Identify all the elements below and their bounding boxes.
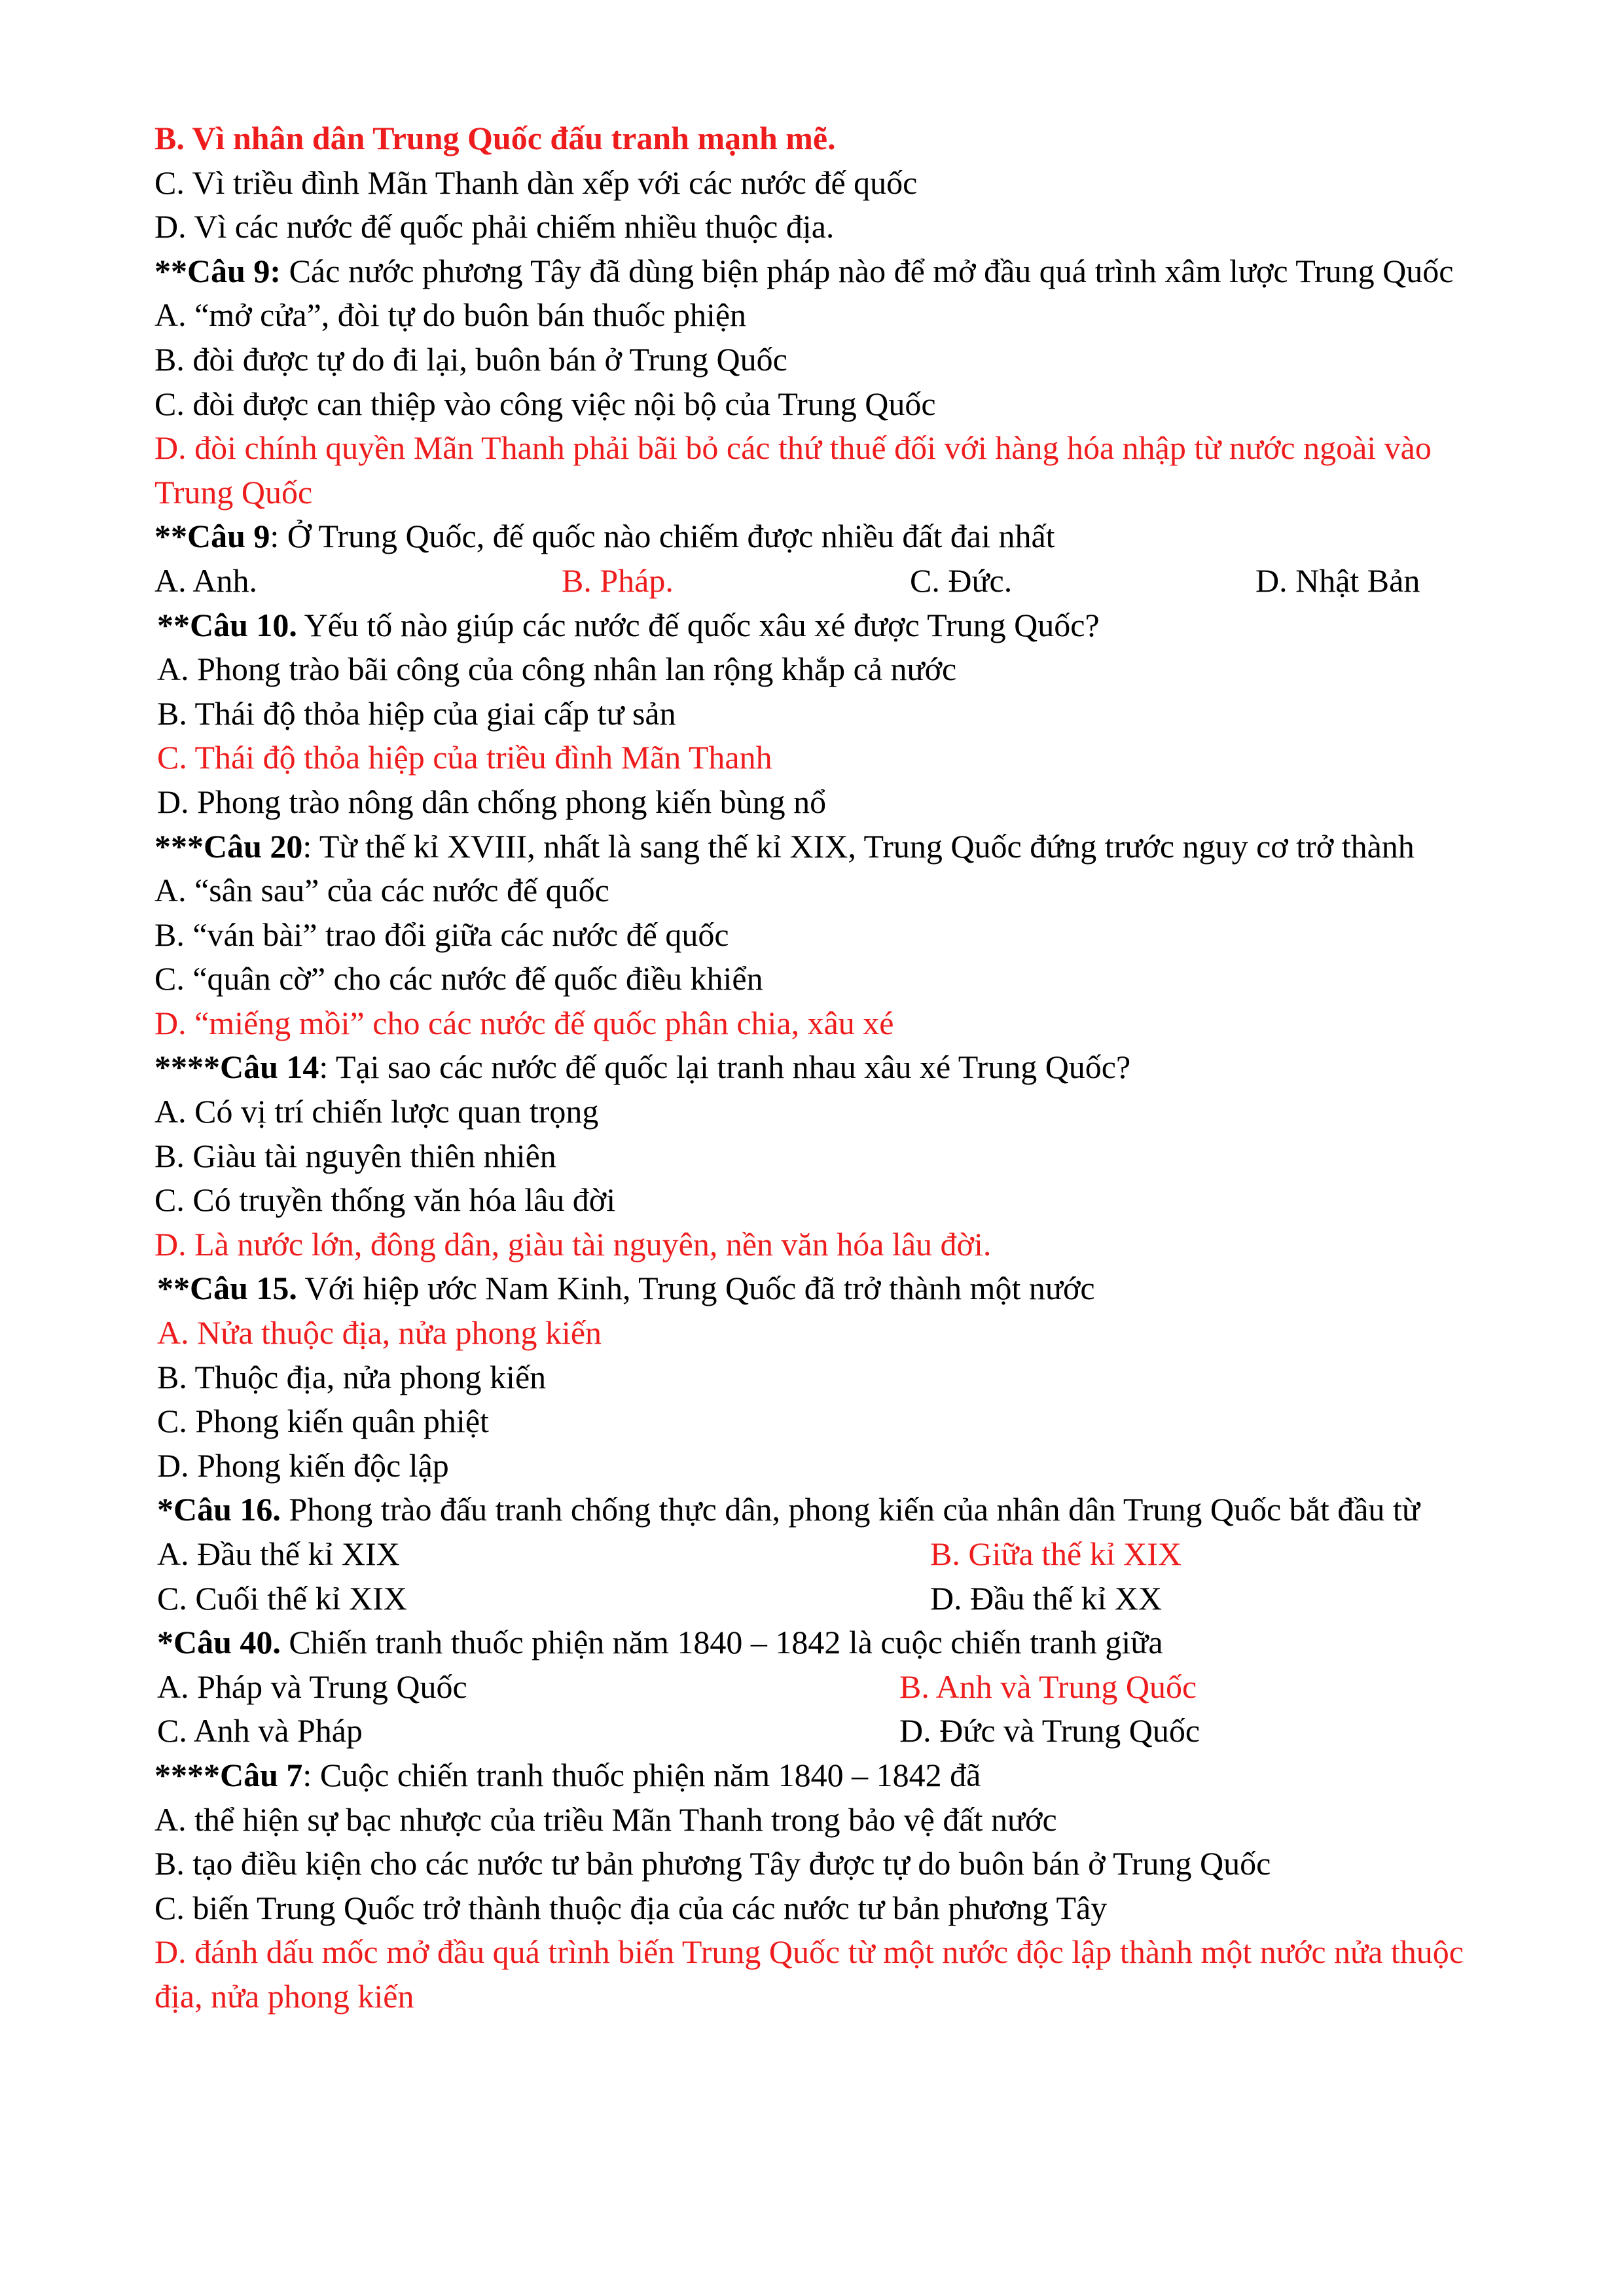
option-c: C. “quân cờ” cho các nước đế quốc điều khiển	[154, 960, 763, 997]
option-a-answer: A. Nửa thuộc địa, nửa phong kiến	[157, 1314, 602, 1352]
option-b-answer: B. Pháp.	[562, 562, 674, 599]
option-b: B. tạo điều kiện cho các nước tư bản phương Tây được tự do buôn bán ở Trung Quốc	[154, 1845, 1271, 1882]
option-b: B. đòi được tự do đi lại, buôn bán ở Trung Quốc	[154, 340, 787, 378]
option-a: A. Phong trào bãi công của công nhân lan rộng khắp cả nước	[157, 651, 957, 688]
question-text: : Tại sao các nước đế quốc lại tranh nhau xâu xé Trung Quốc?	[319, 1049, 1131, 1086]
option-b: B. “ván bài” trao đổi giữa các nước đế quốc	[154, 916, 729, 953]
option-b: B. Giàu tài nguyên thiên nhiên	[154, 1137, 556, 1174]
option-c: C. Cuối thế kỉ XIX	[157, 1579, 407, 1617]
option-b: B. Thái độ thỏa hiệp của giai cấp tư sản	[157, 694, 676, 732]
option-line: D. Vì các nước đế quốc phải chiếm nhiều thuộc địa.	[154, 208, 835, 245]
question-7	[154, 1753, 1516, 1798]
question-20	[154, 825, 1516, 869]
question-16	[154, 1488, 1516, 1532]
option-d-answer: D. Là nước lớn, đông dân, giàu tài nguyên, nền văn hóa lâu đời.	[154, 1225, 992, 1263]
options-row	[154, 1532, 1516, 1577]
option-d-answer: D. đòi chính quyền Mãn Thanh phải bãi bỏ các thứ thuế đối với hàng hóa nhập từ nước ngoài vào Trung Quốc	[154, 429, 1432, 511]
option-c-answer: C. Thái độ thỏa hiệp của triều đình Mãn Thanh	[157, 739, 772, 776]
option-a: A. Anh.	[154, 562, 257, 599]
question-9-western-measures	[154, 249, 1516, 294]
question-label: **Câu 9:	[154, 252, 281, 289]
option-c: C. Phong kiến quân phiệt	[157, 1403, 489, 1440]
question-text: Phong trào đấu tranh chống thực dân, phong kiến của nhân dân Trung Quốc bắt đầu từ	[280, 1491, 1420, 1528]
option-b: B. Thuộc địa, nửa phong kiến	[157, 1358, 547, 1395]
option-c: C. Anh và Pháp	[157, 1712, 363, 1749]
option-a: A. Pháp và Trung Quốc	[157, 1668, 467, 1705]
option-c: C. biến Trung Quốc trở thành thuộc địa của các nước tư bản phương Tây	[154, 1889, 1108, 1926]
options-row	[154, 1665, 1516, 1710]
option-d: D. Đức và Trung Quốc	[899, 1712, 1200, 1749]
answer-line: B. Vì nhân dân Trung Quốc đấu tranh mạnh mẽ.	[154, 120, 836, 156]
options-row	[154, 1709, 1516, 1753]
option-d-answer: D. “miếng mồi” cho các nước đế quốc phân chia, xâu xé	[154, 1004, 894, 1041]
question-15	[154, 1266, 1516, 1311]
question-text: : Ở Trung Quốc, đế quốc nào chiếm được nhiều đất đai nhất	[270, 518, 1055, 555]
option-d: D. Phong trào nông dân chống phong kiến bùng nổ	[157, 783, 827, 820]
option-d: D. Phong kiến độc lập	[157, 1446, 449, 1484]
option-a: A. Đầu thế kỉ XIX	[157, 1535, 400, 1572]
question-40	[154, 1621, 1516, 1665]
question-label: **Câu 15.	[157, 1270, 297, 1307]
question-label: *Câu 40.	[157, 1624, 281, 1661]
question-text: Chiến tranh thuốc phiện năm 1840 – 1842 là cuộc chiến tranh giữa	[280, 1624, 1163, 1661]
option-b-answer: B. Giữa thế kỉ XIX	[930, 1535, 1182, 1572]
option-c: C. Đức.	[910, 562, 1013, 599]
question-text: : Từ thế kỉ XVIII, nhất là sang thế kỉ XIX, Trung Quốc đứng trước nguy cơ trở thành	[302, 827, 1415, 865]
question-label: **Câu 9	[154, 518, 270, 555]
question-text: : Cuộc chiến tranh thuốc phiện năm 1840 – 1842 đã	[302, 1756, 981, 1793]
question-label: ****Câu 14	[154, 1049, 319, 1086]
option-d: D. Đầu thế kỉ XX	[930, 1579, 1163, 1617]
option-b-answer: B. Anh và Trung Quốc	[899, 1668, 1197, 1705]
question-9-most-land	[154, 514, 1516, 559]
question-label: **Câu 10.	[157, 606, 297, 643]
options-row	[154, 559, 1516, 603]
option-c: C. đòi được can thiệp vào công việc nội bộ của Trung Quốc	[154, 385, 936, 422]
question-text: Các nước phương Tây đã dùng biện pháp nào để mở đầu quá trình xâm lược Trung Quốc	[281, 252, 1454, 289]
option-c: C. Có truyền thống văn hóa lâu đời	[154, 1181, 616, 1219]
document-page	[154, 117, 1516, 2019]
option-a: A. Có vị trí chiến lược quan trọng	[154, 1093, 599, 1130]
options-row	[154, 1577, 1516, 1621]
question-14	[154, 1045, 1516, 1090]
option-d-answer: D. đánh dấu mốc mở đầu quá trình biến Trung Quốc từ một nước độc lập thành một nước nửa thuộc địa, nửa phong kiến	[154, 1933, 1464, 2015]
question-10	[154, 603, 1516, 648]
question-text: Với hiệp ước Nam Kinh, Trung Quốc đã trở thành một nước	[297, 1270, 1095, 1307]
option-a: A. thể hiện sự bạc nhược của triều Mãn Thanh trong bảo vệ đất nước	[154, 1801, 1057, 1838]
option-line: C. Vì triều đình Mãn Thanh dàn xếp với các nước đế quốc	[154, 164, 918, 201]
question-label: *Câu 16.	[157, 1491, 281, 1528]
option-a: A. “sân sau” của các nước đế quốc	[154, 872, 609, 909]
question-label: ****Câu 7	[154, 1756, 303, 1793]
question-label: ***Câu 20	[154, 827, 303, 865]
question-text: Yếu tố nào giúp các nước đế quốc xâu xé được Trung Quốc?	[297, 606, 1100, 643]
option-a: A. “mở cửa”, đòi tự do buôn bán thuốc phiện	[154, 296, 747, 334]
option-d: D. Nhật Bản	[1255, 562, 1420, 599]
